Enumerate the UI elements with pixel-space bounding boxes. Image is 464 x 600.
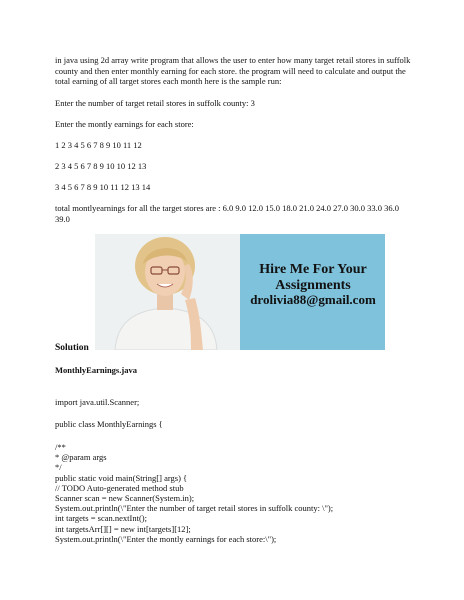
code-line: * @param args bbox=[55, 452, 107, 463]
code-line: /** bbox=[55, 442, 66, 452]
code-line: System.out.println(\"Enter the montly earnings for each store:\"); bbox=[55, 533, 277, 544]
banner-line-2: Assignments bbox=[275, 278, 351, 293]
code-line: // TODO Auto-generated method stub bbox=[55, 482, 184, 493]
solution-heading: Solution bbox=[55, 343, 89, 353]
solution-filename: MonthlyEarnings.java bbox=[55, 365, 137, 375]
sample-row-2: 2 3 4 5 6 7 8 9 10 10 12 13 bbox=[55, 161, 147, 171]
banner-email[interactable]: drolivia88@gmail.com bbox=[250, 292, 376, 307]
sample-prompt-earnings: Enter the montly earnings for each store: bbox=[55, 119, 194, 129]
code-class: public class MonthlyEarnings { bbox=[55, 419, 163, 429]
sample-row-3: 3 4 5 6 7 8 9 10 11 12 13 14 bbox=[55, 182, 151, 192]
code-import: import java.util.Scanner; bbox=[55, 397, 140, 407]
banner-line-1: Hire Me For Your bbox=[259, 262, 367, 277]
code-line: */ bbox=[55, 462, 62, 473]
hire-me-banner[interactable] bbox=[95, 234, 385, 350]
code-line: int targets = scan.nextInt(); bbox=[55, 513, 147, 524]
sample-prompt-count: Enter the number of target retail stores in suffolk county: 3 bbox=[55, 98, 255, 108]
code-line: int targetsArr[][] = new int[targets][12]; bbox=[55, 523, 191, 534]
code-line: Scanner scan = new Scanner(System.in); bbox=[55, 493, 195, 504]
code-line: public static void main(String[] args) { bbox=[55, 472, 188, 483]
woman-photo-illustration bbox=[95, 234, 240, 350]
code-block bbox=[55, 442, 415, 544]
code-line: System.out.println(\"Enter the number of target retail stores in suffolk county: \"); bbox=[55, 503, 334, 514]
sample-total: total montlyearnings for all the target stores are : 6.0 9.0 12.0 15.0 18.0 21.0 24.0 27.0 30.0 33.0 36.0 39.0 bbox=[55, 203, 400, 224]
woman-photo bbox=[95, 234, 240, 350]
sample-row-1: 1 2 3 4 5 6 7 8 9 10 11 12 bbox=[55, 140, 142, 150]
question-intro: in java using 2d array write program that allows the user to enter how many target retail stores in suffolk county and then enter monthly earning for each store. the program will need to calculate and output the total earning of all target stores each month here is the sample run: bbox=[55, 55, 411, 86]
